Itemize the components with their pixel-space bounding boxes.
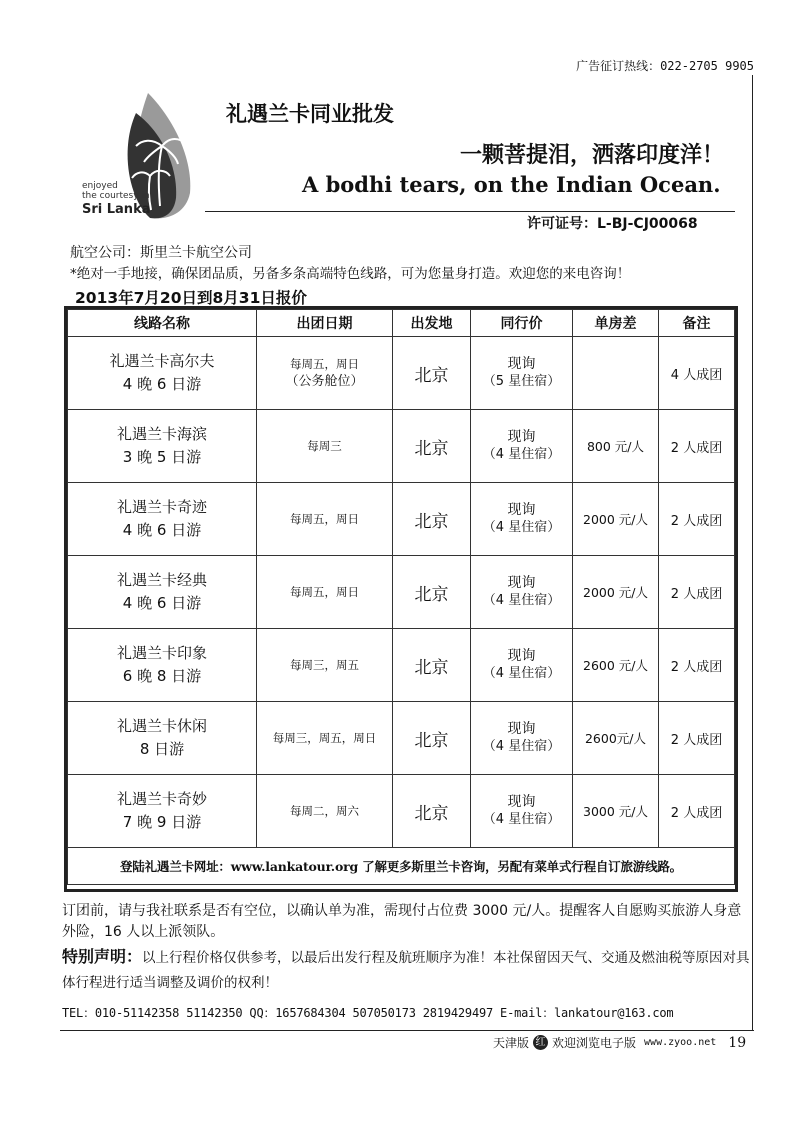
departure-days: [257, 556, 393, 629]
departure-city: 北京: [393, 702, 471, 775]
departure-city: 北京: [393, 483, 471, 556]
special-statement-text: 以上行程价格仅供参考，以最后出发行程及航班顺序为准！本社保留因天气、交通及燃油税等原因对具体行程进行适当调整及调价的权利！: [62, 950, 750, 991]
departure-days-text: 每周二，周六: [290, 804, 359, 818]
route-name: [68, 629, 257, 702]
route-name: [68, 337, 257, 410]
sri-lanka-logo: [78, 88, 218, 228]
route-title: 礼遇兰卡奇迹: [116, 498, 207, 516]
departure-days-text: 每周三: [307, 439, 342, 453]
price-text: 现询: [507, 502, 536, 518]
single-supplement: 800 元/人: [573, 410, 659, 483]
price-text: 现询: [507, 429, 536, 445]
peer-price: [471, 556, 573, 629]
price-period: 2013年7月20日到8月31日报价: [75, 289, 307, 307]
header-date: 出团日期: [257, 310, 393, 337]
single-supplement: 2600 元/人: [573, 629, 659, 702]
route-duration: 4 晚 6 日游: [122, 521, 202, 539]
hotel-grade: （4 星住宿）: [482, 812, 561, 827]
table-row: [68, 410, 735, 483]
departure-days-text: 每周五，周日: [290, 512, 359, 526]
route-title: 礼遇兰卡奇妙: [116, 790, 207, 808]
peer-price: [471, 629, 573, 702]
browse-label: 欢迎浏览电子版: [552, 1036, 637, 1050]
right-divider: [752, 75, 753, 1030]
departure-days: [257, 629, 393, 702]
single-supplement: 2600元/人: [573, 702, 659, 775]
edition-label: 天津版: [493, 1036, 530, 1050]
departure-days: [257, 410, 393, 483]
group-remark: 2 人成团: [659, 629, 735, 702]
group-remark: 2 人成团: [659, 410, 735, 483]
slogan-english: A bodhi tears, on the Indian Ocean.: [302, 172, 721, 197]
logo-line1: enjoyed: [82, 181, 118, 191]
cabin-note: （公务舱位）: [285, 374, 364, 389]
header-route: 线路名称: [68, 310, 257, 337]
departure-days-text: 每周三，周五: [290, 658, 359, 672]
page-number: 19: [728, 1034, 747, 1051]
website-note: 登陆礼遇兰卡网址：www.lankatour.org 了解更多斯里兰卡咨询，另配有菜单式行程自订旅游线路。: [68, 848, 735, 885]
single-supplement: 3000 元/人: [573, 775, 659, 848]
peer-price: [471, 702, 573, 775]
footer-divider: [60, 1030, 754, 1031]
departure-city: 北京: [393, 556, 471, 629]
service-note: *绝对一手地接，确保团品质，另备多条高端特色线路，可为您量身打造。欢迎您的来电咨询！: [70, 266, 631, 282]
table-row: [68, 483, 735, 556]
group-remark: 4 人成团: [659, 337, 735, 410]
departure-city: 北京: [393, 775, 471, 848]
price-table: [64, 306, 738, 892]
group-remark: 2 人成团: [659, 775, 735, 848]
hotel-grade: （4 星住宿）: [482, 666, 561, 681]
group-remark: 2 人成团: [659, 483, 735, 556]
header-remark: 备注: [659, 310, 735, 337]
header-price: 同行价: [471, 310, 573, 337]
special-statement-label: 特别声明：: [62, 947, 143, 966]
price-text: 现询: [507, 794, 536, 810]
red-badge-icon: 红: [533, 1035, 548, 1050]
header-single-supplement: 单房差: [573, 310, 659, 337]
single-supplement: 2000 元/人: [573, 556, 659, 629]
header-divider: [205, 211, 735, 212]
route-duration: 3 晚 5 日游: [122, 448, 202, 466]
hotel-grade: （4 星住宿）: [482, 739, 561, 754]
group-remark: 2 人成团: [659, 556, 735, 629]
route-duration: 4 晚 6 日游: [122, 375, 202, 393]
route-name: [68, 410, 257, 483]
price-text: 现询: [507, 356, 536, 372]
table-row: [68, 702, 735, 775]
departure-days: [257, 702, 393, 775]
departure-days-text: 每周五，周日: [290, 357, 359, 371]
route-name: [68, 483, 257, 556]
hotel-grade: （4 星住宿）: [482, 447, 561, 462]
departure-days-text: 每周五，周日: [290, 585, 359, 599]
departure-city: 北京: [393, 410, 471, 483]
route-duration: 8 日游: [139, 740, 185, 758]
slogan-chinese: 一颗菩提泪，洒落印度洋！: [460, 142, 725, 168]
route-duration: 7 晚 9 日游: [122, 813, 202, 831]
route-duration: 4 晚 6 日游: [122, 594, 202, 612]
departure-days: [257, 775, 393, 848]
table-row: [68, 629, 735, 702]
license-number: 许可证号：L-BJ-CJ00068: [527, 216, 698, 232]
booking-notice: 订团前，请与我社联系是否有空位，以确认单为准，需现付占位费 3000 元/人。提醒客人自愿购买旅游人身意外险，16 人以上派领队。: [62, 903, 742, 940]
page-footer: [493, 1034, 746, 1051]
route-name: [68, 702, 257, 775]
hotel-grade: （4 星住宿）: [482, 520, 561, 535]
table-row: [68, 775, 735, 848]
header-departure: 出发地: [393, 310, 471, 337]
group-remark: 2 人成团: [659, 702, 735, 775]
peer-price: [471, 410, 573, 483]
website-link[interactable]: www.zyoo.net: [644, 1037, 717, 1048]
route-duration: 6 晚 8 日游: [122, 667, 202, 685]
single-supplement: [573, 337, 659, 410]
contact-info: TEL：010-51142358 51142350 QQ：1657684304 507050173 2819429497 E-mail：lankatour@163.com: [62, 1006, 674, 1020]
departure-days-text: 每周三，周五，周日: [272, 731, 377, 745]
departure-days: [257, 483, 393, 556]
route-title: 礼遇兰卡休闲: [116, 717, 207, 735]
departure-days: [257, 337, 393, 410]
ad-hotline: 广告征订热线：022-2705 9905: [576, 59, 754, 73]
route-title: 礼遇兰卡海滨: [116, 425, 207, 443]
departure-city: 北京: [393, 629, 471, 702]
airline-info: 航空公司：斯里兰卡航空公司: [70, 245, 252, 261]
logo-line3: Sri Lanka: [82, 202, 151, 217]
hotel-grade: （5 星住宿）: [482, 374, 561, 389]
brand-title: 礼遇兰卡同业批发: [226, 101, 394, 126]
peer-price: [471, 775, 573, 848]
route-name: [68, 556, 257, 629]
table-header-row: [68, 310, 735, 337]
price-text: 现询: [507, 648, 536, 664]
price-text: 现询: [507, 575, 536, 591]
departure-city: 北京: [393, 337, 471, 410]
hotel-grade: （4 星住宿）: [482, 593, 561, 608]
route-title: 礼遇兰卡高尔夫: [109, 352, 215, 370]
special-statement: [62, 944, 752, 996]
table-footer-row: [68, 848, 735, 885]
route-title: 礼遇兰卡印象: [116, 644, 207, 662]
peer-price: [471, 337, 573, 410]
logo-line2: the courtesy in: [82, 191, 150, 201]
peer-price: [471, 483, 573, 556]
single-supplement: 2000 元/人: [573, 483, 659, 556]
price-text: 现询: [507, 721, 536, 737]
table-row: [68, 556, 735, 629]
table-row: [68, 337, 735, 410]
route-title: 礼遇兰卡经典: [116, 571, 207, 589]
route-name: [68, 775, 257, 848]
